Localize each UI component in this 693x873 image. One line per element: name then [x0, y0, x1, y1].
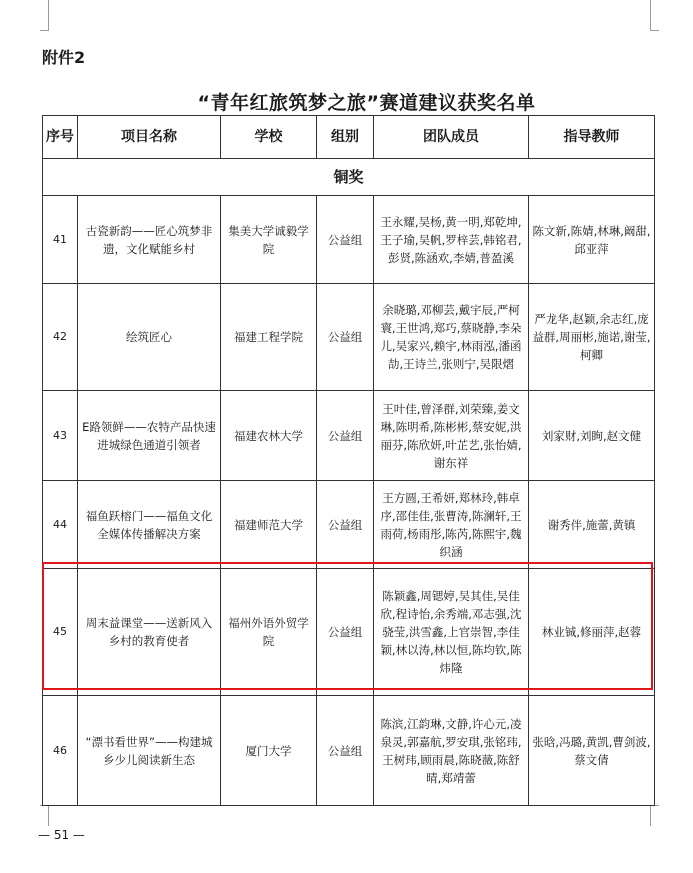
header-members: 团队成员	[374, 116, 529, 159]
attachment-label: 附件2	[42, 48, 86, 67]
row-no: 42	[43, 284, 78, 391]
crop-mark-bottom-right	[650, 805, 659, 826]
row-project: “漂书看世界”——构建城乡少儿阅读新生态	[78, 696, 221, 806]
row-members: 王永耀,吴杨,黄一明,郑乾坤,王子瑜,吴帆,罗梓芸,韩铭君,彭贤,陈涵欢,李婧,普盈溪	[374, 196, 529, 284]
row-school: 福建师范大学	[221, 481, 317, 569]
table-row	[43, 284, 655, 391]
row-school: 福州外语外贸学院	[221, 569, 317, 696]
header-group: 组别	[317, 116, 374, 159]
section-row	[43, 159, 655, 196]
row-group: 公益组	[317, 391, 374, 481]
row-advisors: 严龙华,赵颖,余志红,庞益群,周丽彬,施诺,谢莹,柯卿	[529, 284, 655, 391]
row-school: 福建工程学院	[221, 284, 317, 391]
row-no: 46	[43, 696, 78, 806]
crop-mark-top-left	[40, 0, 49, 31]
page-number: — 51 —	[38, 828, 85, 842]
header-school: 学校	[221, 116, 317, 159]
row-advisors: 谢秀伴,施蕾,黄镇	[529, 481, 655, 569]
crop-mark-top-right	[650, 0, 659, 31]
row-members: 余晓璐,邓柳芸,戴宇辰,严柯寰,王世鸿,郑巧,蔡晓静,李朵儿,吴家兴,赖宇,林雨泓,潘函劼,王诗兰,张则宁,吴限熠	[374, 284, 529, 391]
crop-mark-bottom-left	[40, 805, 49, 826]
award-table	[42, 115, 655, 806]
table-header-row	[43, 116, 655, 159]
row-project: E路领鲜——农特产品快速进城绿色通道引领者	[78, 391, 221, 481]
row-school: 厦门大学	[221, 696, 317, 806]
row-no: 45	[43, 569, 78, 696]
row-members: 陈滨,江韵琳,文静,许心元,凌泉灵,郭嘉航,罗安琪,张铭玮,王树玮,顾雨晨,陈晓薇,陈舒晴,郑靖蕾	[374, 696, 529, 806]
row-group: 公益组	[317, 196, 374, 284]
row-school: 集美大学诚毅学院	[221, 196, 317, 284]
row-group: 公益组	[317, 569, 374, 696]
table-row	[43, 696, 655, 806]
row-no: 43	[43, 391, 78, 481]
row-advisors: 陈文新,陈婧,林琳,阚甜,邱亚萍	[529, 196, 655, 284]
row-no: 41	[43, 196, 78, 284]
row-members: 陈颖鑫,周锶婷,吴其佳,吴佳欣,程诗怡,余秀端,邓志强,沈骁莹,洪雪鑫,上官崇智,李佳颖,林以涛,林以恒,陈均钦,陈炜隆	[374, 569, 529, 696]
header-advisors: 指导教师	[529, 116, 655, 159]
row-project: 周末益课堂——送新风入乡村的教育使者	[78, 569, 221, 696]
row-advisors: 张晗,冯璐,黄凯,曹剑波,蔡文倩	[529, 696, 655, 806]
row-advisors: 刘家财,刘眴,赵文健	[529, 391, 655, 481]
row-project: 福鱼跃榕门——福鱼文化全媒体传播解决方案	[78, 481, 221, 569]
document-title: “青年红旅筑梦之旅”赛道建议获奖名单	[197, 92, 536, 114]
row-group: 公益组	[317, 284, 374, 391]
header-project: 项目名称	[78, 116, 221, 159]
row-group: 公益组	[317, 481, 374, 569]
row-project: 绘筑匠心	[78, 284, 221, 391]
table-row	[43, 196, 655, 284]
table-row	[43, 391, 655, 481]
header-no: 序号	[43, 116, 78, 159]
row-members: 王叶佳,曾泽群,刘荣臻,姜文琳,陈明希,陈彬彬,蔡安妮,洪丽芬,陈欣妍,叶芷艺,张怡婧,谢东祥	[374, 391, 529, 481]
row-members: 王方圆,王希妍,郑林玲,韩卓序,邵佳佳,张曹涛,陈澜轩,王雨荷,杨雨彤,陈芮,陈熙宇,魏织涵	[374, 481, 529, 569]
row-advisors: 林业铖,修丽萍,赵蓉	[529, 569, 655, 696]
table-row	[43, 481, 655, 569]
row-project: 古瓷新韵——匠心筑梦非遗，文化赋能乡村	[78, 196, 221, 284]
table-row	[43, 569, 655, 696]
row-group: 公益组	[317, 696, 374, 806]
section-title: 铜奖	[43, 159, 655, 196]
row-school: 福建农林大学	[221, 391, 317, 481]
row-no: 44	[43, 481, 78, 569]
